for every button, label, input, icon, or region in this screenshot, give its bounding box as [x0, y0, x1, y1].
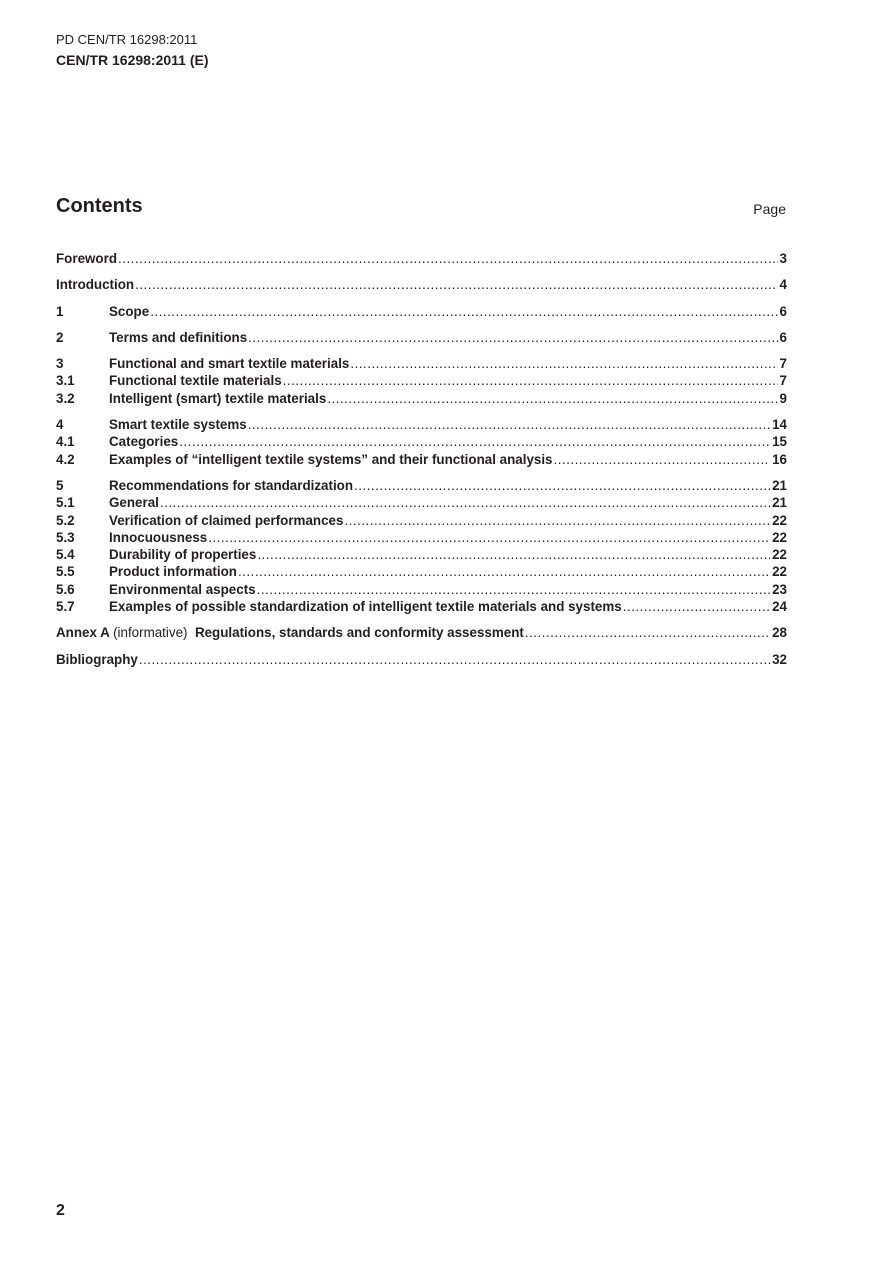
- toc-leader-dots: [623, 598, 770, 615]
- toc-leader-dots: [344, 512, 770, 529]
- toc-entry-page: 22: [772, 512, 787, 528]
- toc-entry-number: 5.7: [56, 599, 75, 615]
- toc-entry-page: 3: [779, 251, 787, 266]
- toc-entry-title: Examples of possible standardization of intelligent textile materials and systems: [109, 599, 622, 615]
- toc-entry-title: [56, 624, 524, 641]
- toc-entry-title: Bibliography: [56, 651, 138, 667]
- annex-label: Annex A: [56, 625, 110, 641]
- toc-entry-title: Durability of properties: [109, 547, 257, 563]
- toc-entry-scope[interactable]: [56, 303, 787, 320]
- toc-leader-dots: [150, 303, 777, 320]
- toc-entry-title: Recommendations for standardization: [109, 477, 354, 493]
- page-number: 2: [56, 1202, 65, 1219]
- toc-entry-page: 7: [779, 356, 787, 372]
- toc-entry-bibliography[interactable]: [56, 651, 787, 668]
- toc-entry-number: 2: [56, 329, 64, 345]
- toc-leader-dots: [118, 250, 778, 267]
- toc-entry-title: Innocuousness: [109, 529, 208, 545]
- toc-entry-section-4-2[interactable]: [56, 451, 787, 468]
- toc-entry-page: 9: [779, 390, 787, 406]
- toc-entry-section-5-3[interactable]: [56, 529, 787, 546]
- toc-leader-dots: [248, 416, 770, 433]
- toc-entry-introduction[interactable]: [56, 276, 787, 293]
- toc-entry-title: Smart textile systems: [109, 417, 247, 433]
- toc-leader-dots: [135, 276, 777, 293]
- toc-entry-terms-definitions[interactable]: [56, 329, 787, 346]
- toc-leader-dots: [257, 546, 770, 563]
- toc-entry-title: Foreword: [56, 251, 118, 266]
- toc-entry-page: 28: [772, 625, 787, 641]
- toc-entry-title: Intelligent (smart) textile materials: [109, 390, 327, 406]
- toc-entry-page: 21: [772, 477, 787, 493]
- toc-entry-section-5-6[interactable]: [56, 581, 787, 598]
- toc-entry-foreword[interactable]: [56, 250, 787, 267]
- toc-entry-number: 5.1: [56, 495, 75, 511]
- toc-entry-section-3-2[interactable]: [56, 390, 787, 407]
- toc-entry-section-5-7[interactable]: [56, 598, 787, 615]
- toc-leader-dots: [350, 355, 777, 372]
- toc-entry-title: Functional and smart textile materials: [109, 356, 350, 372]
- toc-entry-section-5-2[interactable]: [56, 512, 787, 529]
- toc-entry-number: 5.6: [56, 581, 75, 597]
- toc-entry-page: 32: [772, 651, 787, 667]
- toc-leader-dots: [525, 624, 770, 641]
- toc-entry-title: Introduction: [56, 277, 135, 293]
- toc-entry-title: Terms and definitions: [109, 329, 248, 345]
- toc-leader-dots: [554, 451, 771, 468]
- toc-entry-title: Examples of “intelligent textile systems” and their functional analysis: [109, 451, 553, 467]
- toc-leader-dots: [257, 581, 770, 598]
- annex-title: Regulations, standards and conformity assessment: [194, 625, 524, 641]
- toc-entry-number: 5.2: [56, 512, 75, 528]
- toc-leader-dots: [248, 329, 777, 346]
- toc-entry-number: 3: [56, 356, 64, 372]
- toc-entry-section-5-5[interactable]: [56, 563, 787, 580]
- toc-entry-number: 5.3: [56, 529, 75, 545]
- toc-entry-number: 4.2: [56, 451, 75, 467]
- toc-entry-title: General: [109, 495, 159, 511]
- toc-entry-annex-a[interactable]: [56, 624, 787, 641]
- toc-entry-page: 15: [772, 434, 787, 450]
- toc-leader-dots: [139, 651, 770, 668]
- toc-leader-dots: [327, 390, 777, 407]
- toc-entry-section-4-1[interactable]: [56, 433, 787, 450]
- toc-entry-page: 22: [772, 564, 787, 580]
- table-of-contents: [56, 250, 787, 668]
- toc-entry-title: Verification of claimed performances: [109, 512, 344, 528]
- document-id-header: PD CEN/TR 16298:2011: [56, 32, 198, 47]
- toc-entry-number: 4.1: [56, 434, 75, 450]
- toc-entry-page: 6: [779, 329, 787, 345]
- toc-leader-dots: [160, 494, 770, 511]
- toc-entry-page: 4: [779, 277, 787, 293]
- toc-entry-number: 5: [56, 477, 64, 493]
- toc-entry-page: 24: [772, 599, 787, 615]
- toc-entry-number: 3.2: [56, 390, 75, 406]
- toc-entry-number: 5.5: [56, 564, 75, 580]
- toc-leader-dots: [283, 372, 778, 389]
- toc-entry-section-3-1[interactable]: [56, 372, 787, 389]
- toc-leader-dots: [354, 477, 770, 494]
- toc-entry-page: 23: [772, 581, 787, 597]
- page-column-label: Page: [753, 201, 786, 217]
- document-id-header-bold: CEN/TR 16298:2011 (E): [56, 52, 209, 68]
- toc-entry-number: 4: [56, 417, 64, 433]
- toc-entry-title: Environmental aspects: [109, 581, 256, 597]
- toc-entry-section-4[interactable]: [56, 416, 787, 433]
- toc-leader-dots: [238, 563, 770, 580]
- toc-entry-page: 7: [779, 373, 787, 389]
- toc-entry-title: Functional textile materials: [109, 373, 282, 389]
- toc-entry-number: 1: [56, 303, 64, 319]
- annex-note: (informative): [113, 625, 188, 641]
- toc-leader-dots: [179, 433, 770, 450]
- toc-entry-section-3[interactable]: [56, 355, 787, 372]
- toc-entry-section-5-1[interactable]: [56, 494, 787, 511]
- toc-entry-page: 22: [772, 529, 787, 545]
- toc-entry-number: 5.4: [56, 547, 75, 563]
- toc-entry-section-5[interactable]: [56, 477, 787, 494]
- toc-entry-page: 21: [772, 495, 787, 511]
- toc-entry-page: 14: [772, 417, 787, 433]
- toc-entry-title: Scope: [109, 303, 150, 319]
- contents-title: Contents: [56, 195, 143, 217]
- toc-entry-number: 3.1: [56, 373, 75, 389]
- toc-entry-title: Product information: [109, 564, 237, 580]
- toc-entry-section-5-4[interactable]: [56, 546, 787, 563]
- toc-entry-page: 22: [772, 547, 787, 563]
- toc-leader-dots: [208, 529, 770, 546]
- toc-entry-page: 16: [772, 451, 787, 467]
- toc-entry-title: Categories: [109, 434, 179, 450]
- toc-entry-page: 6: [779, 303, 787, 319]
